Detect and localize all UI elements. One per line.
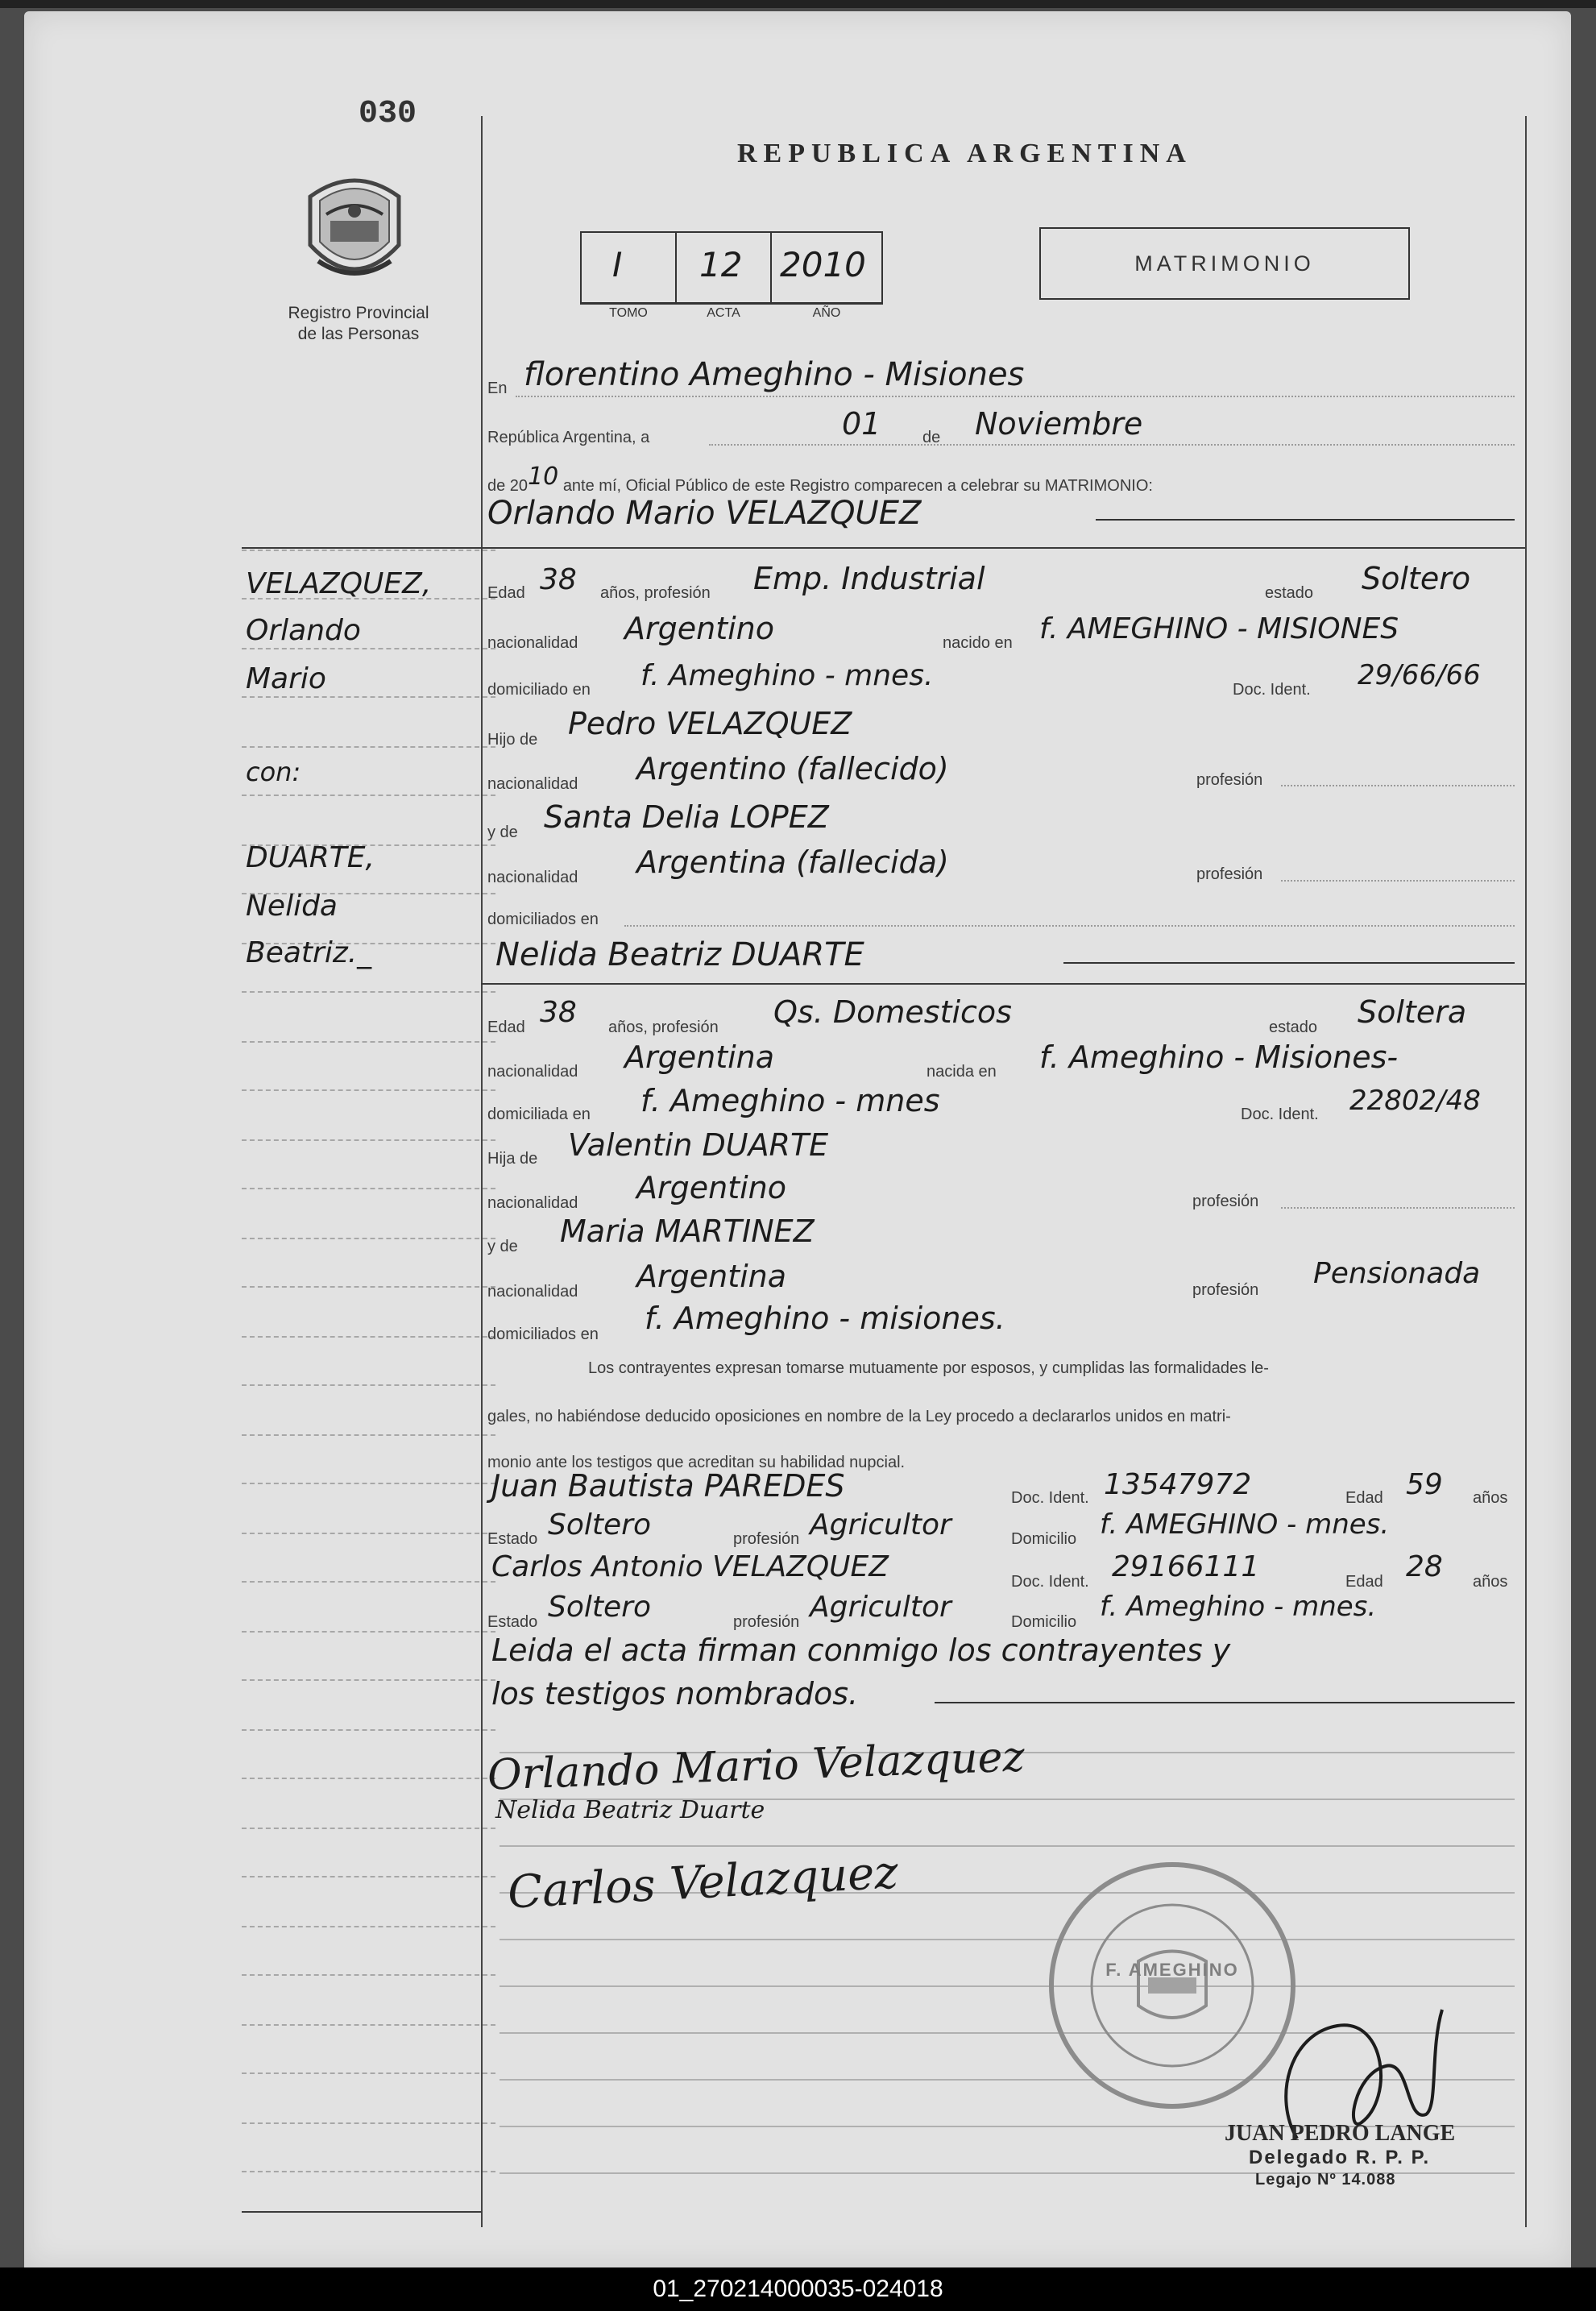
groom-age: 38	[540, 563, 577, 596]
bride-address: f. Ameghino - mnes	[640, 1083, 940, 1118]
label-groom-domiciliado: domiciliado en	[487, 681, 591, 699]
label-groom-nacionalidad: nacionalidad	[487, 634, 578, 652]
label-bride-parents-domiciliados: domiciliados en	[487, 1326, 599, 1343]
witness1-civil-state: Soltero	[548, 1508, 651, 1541]
margin-bride-surname: DUARTE,	[246, 841, 375, 874]
witness2-age: 28	[1406, 1550, 1443, 1583]
year-suffix: 10	[528, 463, 559, 491]
groom-nationality: Argentino	[624, 611, 774, 646]
label-bride-doc: Doc. Ident.	[1241, 1106, 1319, 1123]
label-groom-doc: Doc. Ident.	[1233, 681, 1311, 699]
groom-father: Pedro VELAZQUEZ	[568, 706, 852, 741]
groom-father-nationality: Argentino (fallecido)	[636, 751, 949, 786]
groom-mother: Santa Delia LOPEZ	[544, 799, 829, 835]
groom-full-name: Orlando Mario VELAZQUEZ	[487, 495, 922, 532]
official-title: Delegado R. P. P.	[1249, 2147, 1431, 2168]
bride-mother-nationality: Argentina	[636, 1259, 787, 1294]
groom-profession: Emp. Industrial	[753, 561, 985, 596]
country-title: REPUBLICA ARGENTINA	[737, 139, 1192, 168]
official-legajo: Legajo Nº 14.088	[1255, 2171, 1396, 2189]
label-hijo: Hijo de	[487, 731, 538, 749]
label-bride-domiciliada: domiciliada en	[487, 1106, 591, 1123]
label-groom-mother-nacionalidad: nacionalidad	[487, 869, 578, 886]
stamp-center-text: F. AMEGHINO	[1105, 1960, 1239, 1980]
acta-caption: ACTA	[707, 306, 740, 320]
groom-section-rule	[481, 547, 1525, 549]
label-bride-nacionalidad: nacionalidad	[487, 1063, 578, 1081]
label-witness2-estado: Estado	[487, 1613, 538, 1631]
official-name: JUAN PEDRO LANGE	[1225, 2121, 1456, 2146]
bride-parents-address: f. Ameghino - misiones.	[645, 1301, 1005, 1336]
label-witness2-domicilio: Domicilio	[1011, 1613, 1077, 1631]
margin-groom-surname: VELAZQUEZ,	[246, 567, 432, 600]
closing-line2: los testigos nombrados.	[491, 1676, 859, 1711]
label-groom-edad: Edad	[487, 584, 525, 602]
bride-full-name: Nelida Beatriz DUARTE	[495, 936, 864, 973]
provincial-coat-of-arms-icon	[302, 164, 407, 293]
intro-line	[487, 463, 1153, 497]
bride-mother-profession: Pensionada	[1313, 1257, 1481, 1290]
label-de-month: de	[922, 429, 941, 446]
groom-address: f. Ameghino - mnes.	[640, 659, 934, 692]
tomo-box	[580, 231, 677, 304]
declaration-line2: gales, no habiéndose deducido oposiciones en nombre de la Ley procedo a declararlos unidos en matri-	[487, 1408, 1231, 1425]
top-edge	[0, 0, 1596, 8]
bride-father-nationality: Argentino	[636, 1170, 786, 1205]
groom-mother-nationality: Argentina (fallecida)	[636, 844, 949, 880]
label-bride-father-nacionalidad: nacionalidad	[487, 1194, 578, 1212]
witness2-doc: 29166111	[1112, 1550, 1260, 1583]
witness1-profession: Agricultor	[810, 1508, 951, 1541]
bride-doc: 22802/48	[1349, 1085, 1481, 1117]
label-witness2-profesion: profesión	[733, 1613, 800, 1631]
signature-groom: Orlando Mario Velazquez	[487, 1732, 1026, 1800]
label-groom-father-nacionalidad: nacionalidad	[487, 775, 578, 793]
margin-con: con:	[246, 757, 301, 787]
box-caption-divider	[580, 304, 883, 305]
year-prefix: de 20	[487, 477, 529, 495]
witness2-profession: Agricultor	[810, 1591, 951, 1624]
label-groom-father-profesion: profesión	[1196, 771, 1263, 789]
bride-father: Valentin DUARTE	[568, 1127, 829, 1163]
margin-groom-name2: Mario	[246, 662, 326, 695]
left-column-line	[481, 116, 483, 2227]
bride-civil-state: Soltera	[1358, 994, 1467, 1030]
bride-section-rule	[481, 983, 1525, 985]
label-groom-nacido: nacido en	[943, 634, 1013, 652]
intro-text: ante mí, Oficial Público de este Registro comparecen a celebrar su MATRIMONIO:	[562, 477, 1153, 495]
label-witness1-domicilio: Domicilio	[1011, 1530, 1077, 1548]
margin-bride-name1: Nelida	[246, 890, 338, 923]
label-bride-mother-profesion: profesión	[1192, 1281, 1259, 1299]
label-groom-parents-domiciliados: domiciliados en	[487, 911, 599, 928]
bride-mother: Maria MARTINEZ	[560, 1214, 815, 1249]
label-ydel: y de	[487, 824, 518, 841]
label-groom-profesion: años, profesión	[600, 584, 711, 602]
left-top-rule	[242, 547, 482, 549]
witness1-name: Juan Bautista PAREDES	[491, 1468, 845, 1504]
witness1-address: f. AMEGHINO - mnes.	[1100, 1508, 1390, 1541]
tomo-value: I	[612, 245, 623, 284]
label-bride-yde: y de	[487, 1238, 518, 1255]
witness1-age: 59	[1406, 1468, 1443, 1501]
tomo-caption: TOMO	[609, 306, 648, 320]
bride-birthplace: f. Ameghino - Misiones-	[1039, 1039, 1399, 1075]
witness2-address: f. Ameghino - mnes.	[1100, 1591, 1377, 1623]
groom-name-rule	[1096, 519, 1515, 521]
closing-line1: Leida el acta firman conmigo los contrayentes y	[491, 1633, 1231, 1668]
label-bride-mother-nacionalidad: nacionalidad	[487, 1283, 578, 1301]
label-groom-estado: estado	[1265, 584, 1314, 602]
label-bride-edad: Edad	[487, 1019, 525, 1036]
label-hija: Hija de	[487, 1150, 538, 1168]
marriage-month: Noviembre	[975, 406, 1143, 442]
page-number: 030	[359, 96, 417, 132]
label-en: En	[487, 380, 508, 397]
groom-civil-state: Soltero	[1362, 561, 1471, 596]
bride-name-rule	[1063, 962, 1515, 964]
acta-value: 12	[699, 245, 743, 284]
registry-stamp-icon	[1043, 1857, 1301, 2114]
label-groom-mother-profesion: profesión	[1196, 865, 1263, 883]
signature-witness: Carlos Velazquez	[506, 1846, 900, 1919]
label-witness2-edad: Edad	[1345, 1573, 1383, 1591]
registry-line1: Registro Provincial	[288, 304, 429, 322]
label-bride-profesion: años, profesión	[608, 1019, 719, 1036]
document-page	[24, 11, 1571, 2267]
declaration-line3: monio ante los testigos que acreditan su habilidad nupcial.	[487, 1454, 906, 1471]
label-bride-nacida: nacida en	[927, 1063, 997, 1081]
anio-value: 2010	[780, 245, 866, 284]
groom-doc: 29/66/66	[1358, 659, 1481, 691]
marriage-day: 01	[842, 406, 881, 442]
bride-nationality: Argentina	[624, 1039, 775, 1075]
label-bride-father-profesion: profesión	[1192, 1193, 1259, 1210]
witness2-civil-state: Soltero	[548, 1591, 651, 1624]
label-witness1-anos: años	[1473, 1489, 1508, 1507]
declaration-line1: Los contrayentes expresan tomarse mutuamente por esposos, y cumplidas las formalidades le-	[588, 1359, 1269, 1377]
registry-line2: de las Personas	[297, 325, 420, 343]
bride-profession: Qs. Domesticos	[773, 994, 1012, 1030]
label-witness1-estado: Estado	[487, 1530, 538, 1548]
left-bottom-rule	[242, 2211, 482, 2213]
act-type-box: MATRIMONIO	[1039, 227, 1410, 300]
label-bride-estado: estado	[1269, 1019, 1318, 1036]
label-republica: República Argentina, a	[487, 429, 650, 446]
witness2-name: Carlos Antonio VELAZQUEZ	[491, 1550, 889, 1583]
anio-caption: AÑO	[812, 306, 841, 320]
label-witness2-doc: Doc. Ident.	[1011, 1573, 1089, 1591]
margin-groom-name1: Orlando	[246, 614, 361, 647]
file-name-caption: 01_270214000035-024018	[0, 2267, 1596, 2311]
label-witness1-edad: Edad	[1345, 1489, 1383, 1507]
right-frame-line	[1525, 116, 1527, 2227]
label-witness1-profesion: profesión	[733, 1530, 800, 1548]
signature-bride: Nelida Beatriz Duarte	[495, 1796, 765, 1824]
marriage-place: florentino Ameghino - Misiones	[524, 356, 1025, 393]
witness1-doc: 13547972	[1104, 1468, 1252, 1501]
label-witness2-anos: años	[1473, 1573, 1508, 1591]
registry-name	[262, 303, 455, 345]
label-witness1-doc: Doc. Ident.	[1011, 1489, 1089, 1507]
groom-birthplace: f. AMEGHINO - MISIONES	[1039, 612, 1399, 645]
margin-bride-name2: Beatriz._	[246, 936, 372, 969]
bride-age: 38	[540, 996, 577, 1029]
closing-rule	[935, 1702, 1515, 1703]
